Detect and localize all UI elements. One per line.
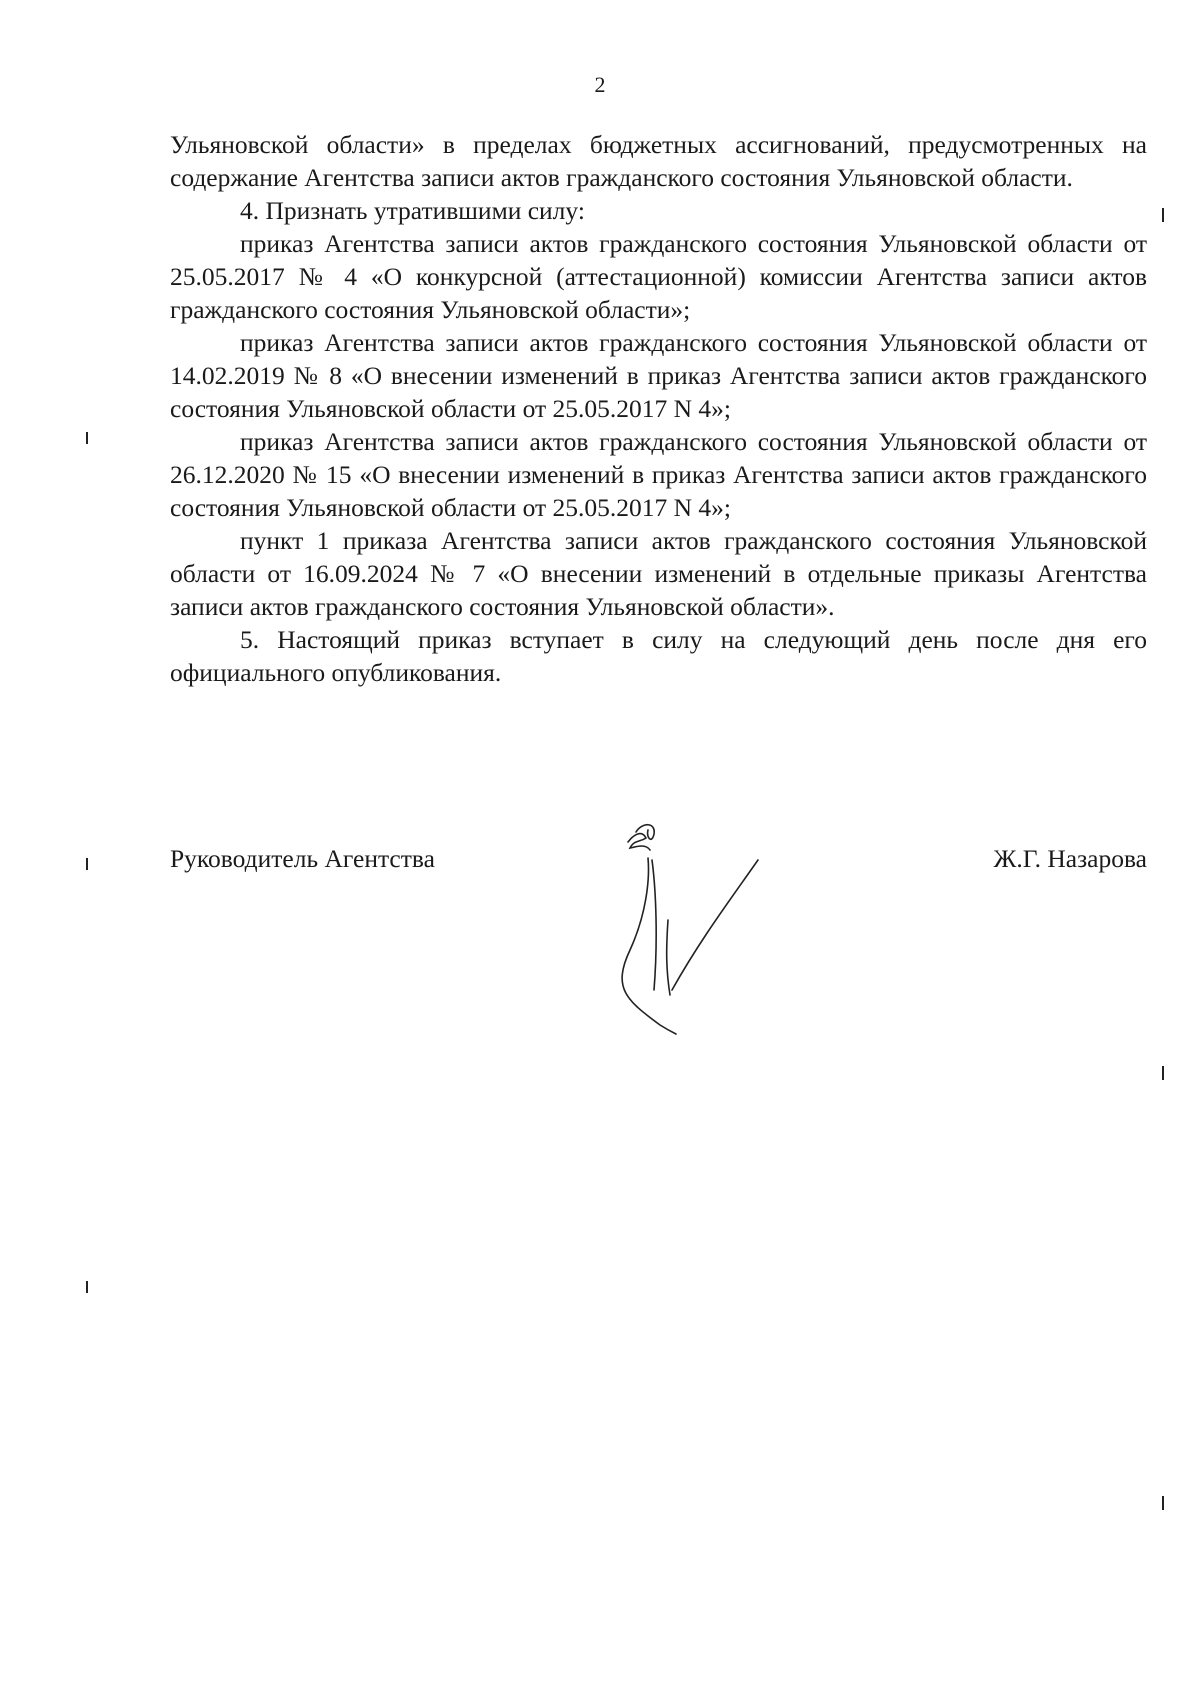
paragraph: приказ Агентства записи актов гражданского состояния Ульяновской области от 25.05.2017 № 4 «О конкурсной (аттестационной) комиссии Агентства записи актов гражданского состояния Ульяновской области»; bbox=[170, 229, 1147, 324]
scan-artifact bbox=[86, 432, 88, 444]
paragraph: приказ Агентства записи актов гражданского состояния Ульяновской области от 14.02.2019 № 8 «О внесении изменений в приказ Агентства записи актов гражданского состояния Ульяновской области от 25.05.2017 N 4»; bbox=[170, 328, 1147, 423]
paragraph: 4. Признать утратившими силу: bbox=[240, 196, 585, 225]
scan-artifact bbox=[86, 858, 88, 870]
scan-artifact bbox=[1162, 1066, 1164, 1080]
paragraph: Ульяновской области» в пределах бюджетных ассигнований, предусмотренных на содержание Агентства записи актов гражданского состояния Ульяновской области. bbox=[170, 130, 1147, 192]
scan-artifact bbox=[86, 1281, 88, 1293]
page-number: 2 bbox=[594, 72, 606, 97]
paragraph: 5. Настоящий приказ вступает в силу на следующий день после дня его официального опубликования. bbox=[170, 625, 1147, 687]
document-body bbox=[170, 128, 1147, 689]
scan-artifact bbox=[1162, 1496, 1164, 1510]
handwritten-signature bbox=[590, 820, 790, 1040]
signer-title: Руководитель Агентства bbox=[170, 844, 435, 873]
paragraph: приказ Агентства записи актов гражданского состояния Ульяновской области от 26.12.2020 № 15 «О внесении изменений в приказ Агентства записи актов гражданского состояния Ульяновской области от 25.05.2017 N 4»; bbox=[170, 427, 1147, 522]
paragraph: пункт 1 приказа Агентства записи актов гражданского состояния Ульяновской области от 16.09.2024 № 7 «О внесении изменений в отдельные приказы Агентства записи актов гражданского состояния Ульяновской области». bbox=[170, 526, 1147, 621]
signer-name: Ж.Г. Назарова bbox=[993, 844, 1147, 873]
scan-artifact bbox=[1162, 208, 1164, 222]
